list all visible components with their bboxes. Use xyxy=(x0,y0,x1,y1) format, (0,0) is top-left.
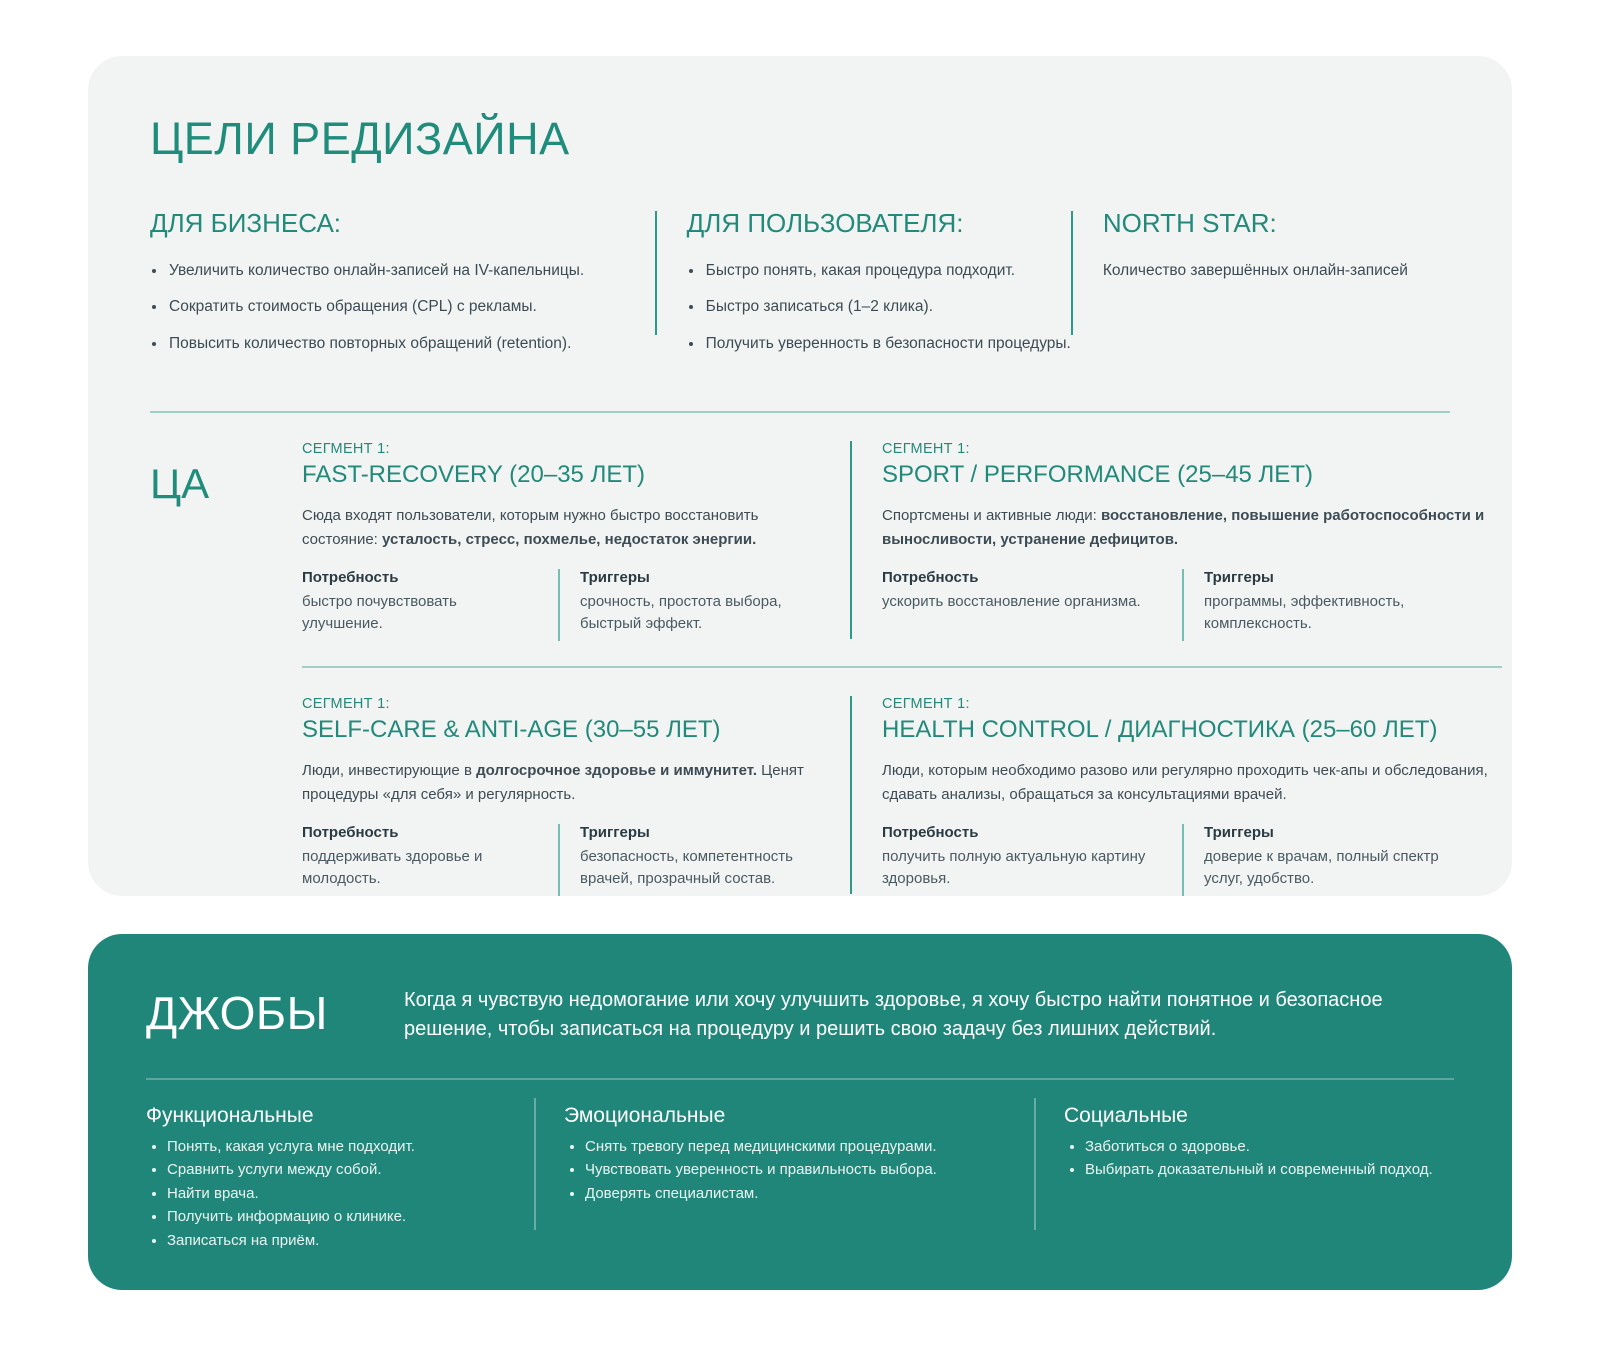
goals-column-user xyxy=(655,209,1071,369)
segment-need xyxy=(302,569,558,636)
list-item: Снять тревогу перед медицинскими процедурами. xyxy=(564,1135,1034,1158)
jobs-list xyxy=(146,1135,504,1252)
segment-kicker: СЕГМЕНТ 1: xyxy=(882,695,970,712)
segment-need-trigger xyxy=(882,824,1502,891)
jobs-statement: Когда я чувствую недомогание или хочу улучшить здоровье, я хочу быстро найти понятное и безопасное решение, чтобы записаться на процедуру и решить свою задачу без лишних действий. xyxy=(404,989,1383,1040)
goals-column-north-star xyxy=(1071,209,1454,369)
list-item: Чувствовать уверенность и правильность выбора. xyxy=(564,1158,1034,1181)
segment-triggers xyxy=(1182,824,1472,891)
jobs-column-functional xyxy=(146,1104,534,1252)
goals-column-business xyxy=(150,209,655,369)
trigger-label: Триггеры xyxy=(580,568,650,586)
list-item: Получить уверенность в безопасности процедуры. xyxy=(687,333,1071,355)
need-text: ускорить восстановление организма. xyxy=(882,592,1141,610)
need-label: Потребность xyxy=(302,568,399,586)
audience-section xyxy=(150,441,1488,891)
jobs-card xyxy=(88,934,1512,1290)
segment-triggers xyxy=(558,569,818,636)
north-star-text: Количество завершённых онлайн-записей xyxy=(1102,261,1408,279)
segment-card-sport-performance xyxy=(850,441,1502,636)
list-item: Повысить количество повторных обращений (retention). xyxy=(150,333,615,355)
segment-need-trigger xyxy=(882,569,1502,636)
goals-business-heading: ДЛЯ БИЗНЕСА: xyxy=(150,208,342,238)
jobs-label: ДЖОБЫ xyxy=(146,987,328,1039)
segment-description: Сюда входят пользователи, которым нужно быстро восстановить состояние: усталость, стресс, похмелье, недостаток энергии. xyxy=(302,507,759,548)
list-item: Быстро понять, какая процедура подходит. xyxy=(687,260,1071,282)
trigger-text: доверие к врачам, полный спектр услуг, удобство. xyxy=(1204,847,1439,888)
jobs-list xyxy=(1064,1135,1454,1182)
segment-need xyxy=(882,569,1182,636)
segment-title: HEALTH CONTROL / ДИАГНОСТИКА (25–60 ЛЕТ) xyxy=(882,715,1438,743)
trigger-text: срочность, простота выбора, быстрый эффект. xyxy=(580,592,782,633)
list-item: Получить информацию о клинике. xyxy=(146,1205,504,1228)
jobs-list xyxy=(564,1135,1034,1205)
trigger-label: Триггеры xyxy=(1204,568,1274,586)
need-text: получить полную актуальную картину здоровья. xyxy=(882,847,1146,888)
list-item: Доверять специалистам. xyxy=(564,1182,1034,1205)
jobs-column-heading: Функциональные xyxy=(146,1104,314,1127)
need-label: Потребность xyxy=(882,823,979,841)
segment-description: Люди, которым необходимо разово или регулярно проходить чек-апы и обследования, сдавать анализы, обращаться за консультациями врачей. xyxy=(882,762,1488,803)
segment-need xyxy=(302,824,558,891)
jobs-columns xyxy=(146,1104,1454,1252)
jobs-divider xyxy=(146,1078,1454,1080)
jobs-column-emotional xyxy=(534,1104,1034,1252)
jobs-column-social xyxy=(1034,1104,1454,1252)
section-divider xyxy=(150,411,1450,413)
goals-business-list xyxy=(150,260,615,355)
segment-card-self-care xyxy=(302,696,850,891)
goals-user-list xyxy=(687,260,1071,355)
segment-kicker: СЕГМЕНТ 1: xyxy=(302,441,390,457)
north-star-heading: NORTH STAR: xyxy=(1102,208,1277,238)
audience-row xyxy=(302,666,1502,891)
segment-title: SELF-CARE & ANTI-AGE (30–55 ЛЕТ) xyxy=(302,715,721,743)
jobs-header xyxy=(146,986,1454,1044)
goals-user-heading: ДЛЯ ПОЛЬЗОВАТЕЛЯ: xyxy=(686,208,964,238)
goals-card xyxy=(88,56,1512,896)
list-item: Быстро записаться (1–2 клика). xyxy=(687,296,1071,318)
need-text: быстро почувствовать улучшение. xyxy=(302,592,457,633)
audience-row xyxy=(302,441,1502,636)
segment-kicker: СЕГМЕНТ 1: xyxy=(302,695,390,712)
list-item: Записаться на приём. xyxy=(146,1229,504,1252)
segment-triggers xyxy=(558,824,818,891)
segment-need xyxy=(882,824,1182,891)
segment-need-trigger xyxy=(302,824,818,891)
jobs-column-heading: Социальные xyxy=(1064,1104,1188,1127)
need-label: Потребность xyxy=(882,568,979,586)
segment-description: Люди, инвестирующие в долгосрочное здоровье и иммунитет. Ценят процедуры «для себя» и регулярность. xyxy=(302,762,804,803)
need-text: поддерживать здоровье и молодость. xyxy=(302,847,483,888)
segment-title: FAST-RECOVERY (20–35 ЛЕТ) xyxy=(302,461,645,488)
trigger-label: Триггеры xyxy=(1204,823,1274,841)
trigger-label: Триггеры xyxy=(580,823,650,841)
list-item: Выбирать доказательный и современный подход. xyxy=(1064,1158,1454,1181)
list-item: Сократить стоимость обращения (CPL) с рекламы. xyxy=(150,296,615,318)
segment-kicker: СЕГМЕНТ 1: xyxy=(882,441,970,457)
segment-title: SPORT / PERFORMANCE (25–45 ЛЕТ) xyxy=(882,461,1313,488)
goals-columns xyxy=(150,209,1454,369)
audience-grid xyxy=(302,441,1502,891)
need-label: Потребность xyxy=(302,823,399,841)
trigger-text: безопасность, компетентность врачей, прозрачный состав. xyxy=(580,847,793,888)
segment-need-trigger xyxy=(302,569,818,636)
trigger-text: программы, эффективность, комплексность. xyxy=(1204,592,1405,633)
jobs-column-heading: Эмоциональные xyxy=(564,1104,726,1127)
list-item: Увеличить количество онлайн-записей на IV-капельницы. xyxy=(150,260,615,282)
segment-card-fast-recovery xyxy=(302,441,850,636)
list-item: Сравнить услуги между собой. xyxy=(146,1158,504,1181)
audience-label: ЦА xyxy=(150,460,210,507)
segment-triggers xyxy=(1182,569,1472,636)
segment-description: Спортсмены и активные люди: восстановление, повышение работоспособности и выносливости, устранение дефицитов. xyxy=(882,507,1485,548)
list-item: Найти врача. xyxy=(146,1182,504,1205)
list-item: Заботиться о здоровье. xyxy=(1064,1135,1454,1158)
segment-card-health-control xyxy=(850,696,1502,891)
list-item: Понять, какая услуга мне подходит. xyxy=(146,1135,504,1158)
page-title: ЦЕЛИ РЕДИЗАЙНА xyxy=(150,113,570,164)
